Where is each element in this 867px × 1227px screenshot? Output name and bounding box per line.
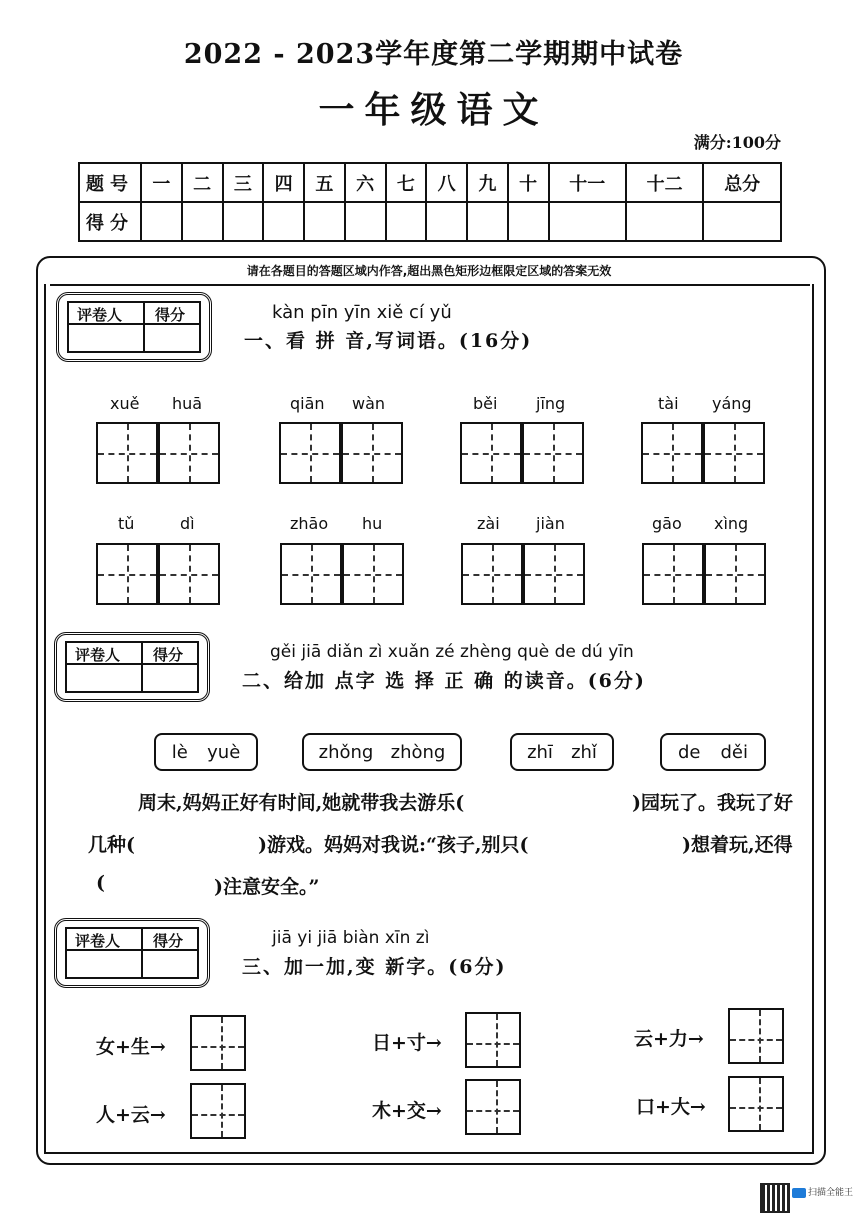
score-table-col: 十二 [626,163,703,202]
word-pinyin: xìng [714,514,749,533]
passage-text: )游戏。妈妈对我说:“孩子,别只( [258,834,529,856]
writing-grid-cell[interactable] [96,422,158,484]
score-table-col: 二 [182,163,223,202]
grader-box [54,918,210,988]
grader-reviewer-label: 评卷人 [75,932,121,950]
section2-title-pinyin: gěi jiā diǎn zì xuǎn zé zhèng què de dú yīn [270,642,634,662]
divider [143,301,145,353]
pinyin-choice-box[interactable] [154,733,258,771]
section2-title: 二、给加 点字 选 择 正 确 的读音。(6分) [242,670,646,692]
equation-text: 女+生→ [96,1036,166,1058]
word-pinyin: běi [473,394,498,413]
writing-grid-cell[interactable] [465,1012,521,1068]
score-cell[interactable] [508,202,549,241]
score-cell[interactable] [386,202,427,241]
writing-grid-cell[interactable] [342,543,404,605]
writing-grid-cell[interactable] [190,1015,246,1071]
writing-grid-cell[interactable] [641,422,703,484]
writing-grid-cell[interactable] [190,1083,246,1139]
equation-text: 木+交→ [372,1100,442,1122]
score-table-col: 十 [508,163,549,202]
divider [141,641,143,693]
scanner-logo-icon [792,1188,806,1198]
writing-grid-cell[interactable] [704,543,766,605]
answer-area-notice: 请在各题目的答题区域内作答,超出黑色矩形边框限定区域的答案无效 [246,264,612,278]
score-table-header-row [79,163,781,202]
score-table [78,162,782,242]
writing-grid-cell[interactable] [728,1076,784,1132]
writing-grid-cell[interactable] [465,1079,521,1135]
pinyin-option[interactable]: zhòng [390,741,446,763]
word-pinyin: jiàn [536,514,565,533]
pinyin-option[interactable]: děi [720,741,748,763]
grader-score-label: 得分 [155,306,186,324]
writing-grid-cell[interactable] [158,422,220,484]
word-pinyin: xuě [110,394,140,413]
writing-grid-cell[interactable] [728,1008,784,1064]
word-pinyin: tài [658,394,679,413]
section1-title-pinyin: kàn pīn yīn xiě cí yǔ [272,302,452,323]
qr-code-icon [760,1183,790,1213]
score-cell[interactable] [467,202,508,241]
writing-grid-cell[interactable] [280,543,342,605]
score-table-score-row [79,202,781,241]
passage-text: 周末,妈妈正好有时间,她就带我去游乐( [138,792,465,814]
score-cell[interactable] [263,202,304,241]
score-cell[interactable] [549,202,626,241]
score-table-row-label: 得分 [79,202,141,241]
equation-text: 日+寸→ [372,1032,442,1054]
score-cell[interactable] [626,202,703,241]
score-table-col: 六 [345,163,386,202]
writing-grid-cell[interactable] [522,422,584,484]
word-pinyin: zài [477,514,500,533]
section3-title: 三、加一加,变 新字。(6分) [242,956,507,978]
divider [44,284,46,1154]
writing-grid-cell[interactable] [523,543,585,605]
pinyin-option[interactable]: de [677,741,701,763]
score-table-col: 一 [141,163,182,202]
writing-grid-cell[interactable] [96,543,158,605]
divider [44,1152,814,1154]
score-cell[interactable] [141,202,182,241]
pinyin-option[interactable]: lè [171,741,188,763]
passage-text: )注意安全。” [214,876,320,898]
pinyin-choice-box[interactable] [510,733,614,771]
word-pinyin: huā [172,394,203,413]
passage-text: ( [96,872,105,894]
writing-grid-cell[interactable] [703,422,765,484]
score-table-col: 七 [386,163,427,202]
pinyin-option[interactable]: zhǐ [571,741,597,763]
writing-grid-cell[interactable] [158,543,220,605]
score-cell[interactable] [345,202,386,241]
pinyin-option[interactable]: yuè [207,741,241,763]
passage-text: )想着玩,还得 [682,834,793,856]
pinyin-option[interactable]: zhǒng [318,741,374,763]
score-table-col: 十一 [549,163,626,202]
score-table-col: 三 [223,163,264,202]
divider [141,927,143,979]
word-pinyin: qiān [290,394,325,413]
score-cell[interactable] [304,202,345,241]
grader-reviewer-label: 评卷人 [75,646,121,664]
grader-score-label: 得分 [153,646,184,664]
pinyin-option[interactable]: zhī [527,741,553,763]
score-cell[interactable] [182,202,223,241]
grader-score-label: 得分 [153,932,184,950]
score-cell[interactable] [703,202,781,241]
writing-grid-cell[interactable] [341,422,403,484]
scanner-brand: 扫描全能王 [808,1188,854,1198]
section3-title-pinyin: jiā yi jiā biàn xīn zì [272,928,430,948]
score-table-col: 四 [263,163,304,202]
writing-grid-cell[interactable] [642,543,704,605]
pinyin-choice-box[interactable] [660,733,766,771]
score-table-col: 八 [426,163,467,202]
exam-title: 2022 - 2023学年度第二学期期中试卷 [183,39,684,70]
word-pinyin: wàn [352,394,386,413]
divider [50,284,810,286]
grader-reviewer-label: 评卷人 [77,306,123,324]
equation-text: 人+云→ [96,1104,166,1126]
grader-box [54,632,210,702]
word-pinyin: yáng [712,394,752,413]
score-table-col: 总分 [703,163,781,202]
word-pinyin: zhāo [290,514,329,533]
score-cell[interactable] [426,202,467,241]
section1-title: 一、看 拼 音,写词语。(16分) [244,330,533,352]
score-table-col: 五 [304,163,345,202]
score-table-row-label: 题号 [79,163,141,202]
passage-text: 几种( [88,834,135,856]
score-table-col: 九 [467,163,508,202]
writing-grid-cell[interactable] [460,422,522,484]
grader-box [56,292,212,362]
equation-text: 口+大→ [636,1096,706,1118]
divider [812,284,814,1154]
word-pinyin: jīng [536,394,566,413]
score-cell[interactable] [223,202,264,241]
word-pinyin: gāo [652,514,682,533]
pinyin-choice-box[interactable] [302,733,462,771]
word-pinyin: tǔ [118,514,135,533]
word-pinyin: hu [362,514,383,533]
passage-text: )园玩了。我玩了好 [632,792,793,814]
subject-title: 一年级语文 [318,89,549,131]
writing-grid-cell[interactable] [279,422,341,484]
word-pinyin: dì [180,514,195,533]
full-score: 满分:100分 [693,133,781,152]
equation-text: 云+力→ [634,1028,704,1050]
writing-grid-cell[interactable] [461,543,523,605]
